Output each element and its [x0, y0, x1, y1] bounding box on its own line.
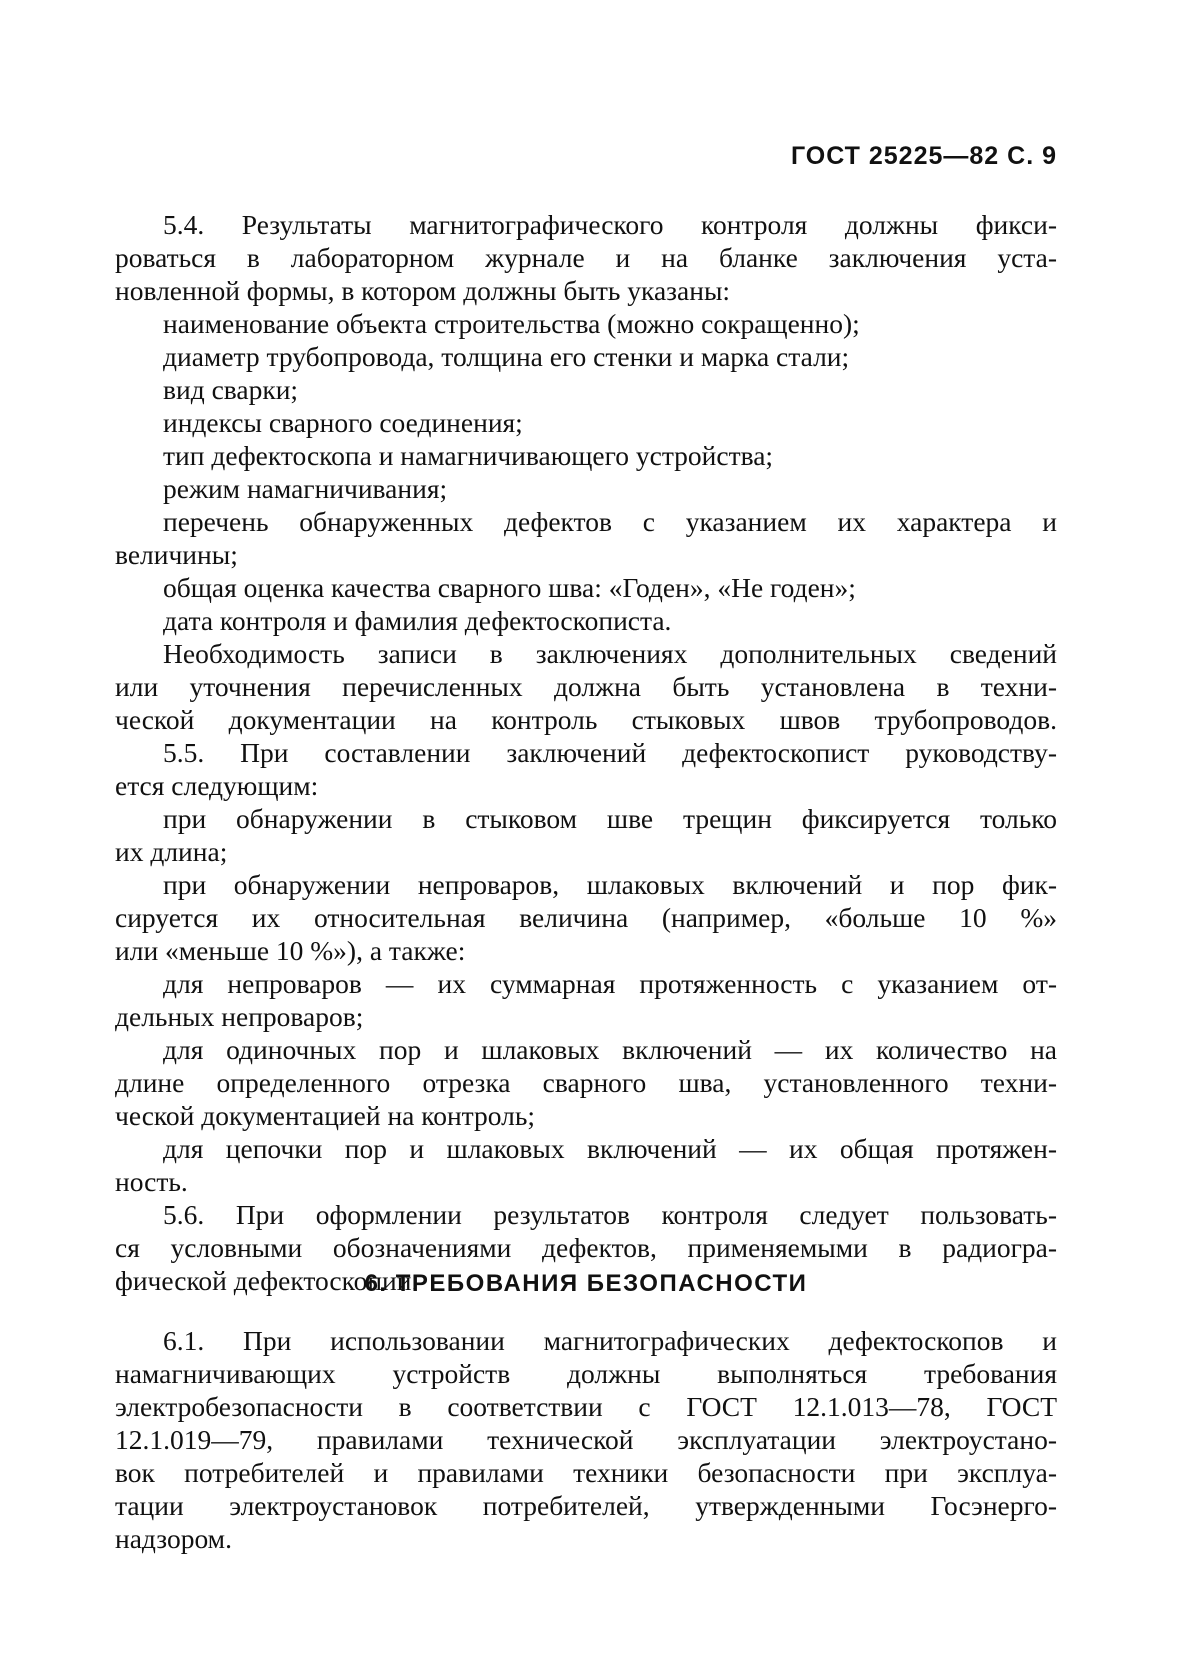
text-line: ческой документации на контроль стыковых швов трубопроводов. [115, 704, 1057, 735]
text-line: 6.1. При использовании магнитографических дефектоскопов и [163, 1325, 1057, 1356]
text-line: их длина; [115, 836, 228, 867]
text-line: перечень обнаруженных дефектов с указанием их характера и [163, 506, 1057, 537]
text-line: тации электроустановок потребителей, утвержденными Госэнерго- [115, 1490, 1057, 1521]
text-line: фической дефектоскопии. [115, 1265, 419, 1296]
section-5-text [115, 208, 1057, 1297]
text-line: 5.5. При составлении заключений дефектоскопист руководству- [163, 737, 1057, 768]
text-line: намагничивающих устройств должны выполняться требования [115, 1358, 1057, 1389]
text-line: 12.1.019—79, правилами технической эксплуатации электроустано- [115, 1424, 1057, 1455]
text-line: длине определенного отрезка сварного шва, установленного техни- [115, 1067, 1057, 1098]
section-6-text [115, 1324, 1057, 1555]
text-line: диаметр трубопровода, толщина его стенки и марка стали; [163, 341, 850, 372]
text-line: индексы сварного соединения; [163, 407, 523, 438]
text-line: надзором. [115, 1523, 232, 1554]
text-line: вок потребителей и правилами техники безопасности при эксплуа- [115, 1457, 1057, 1488]
text-line: при обнаружении в стыковом шве трещин фиксируется только [163, 803, 1057, 834]
text-line: ся условными обозначениями дефектов, применяемыми в радиогра- [115, 1232, 1057, 1263]
text-line: величины; [115, 539, 238, 570]
text-line: для цепочки пор и шлаковых включений — их общая протяжен- [163, 1133, 1057, 1164]
page-header: ГОСТ 25225—82 С. 9 [790, 142, 1057, 170]
text-line: ется следующим: [115, 770, 319, 801]
text-line: наименование объекта строительства (можно сокращенно); [163, 308, 860, 339]
text-line: режим намагничивания; [163, 473, 448, 504]
text-line: для непроваров — их суммарная протяженность с указанием от- [163, 968, 1057, 999]
text-line: электробезопасности в соответствии с ГОСТ 12.1.013—78, ГОСТ [115, 1391, 1057, 1422]
text-line: дельных непроваров; [115, 1001, 364, 1032]
text-line: для одиночных пор и шлаковых включений — их количество на [163, 1034, 1057, 1065]
text-line: 5.4. Результаты магнитографического контроля должны фикси- [163, 209, 1057, 240]
text-line: или «меньше 10 %»), а также: [115, 935, 466, 966]
text-line: дата контроля и фамилия дефектоскописта. [163, 605, 672, 636]
text-line: новленной формы, в котором должны быть указаны: [115, 275, 731, 306]
text-line: общая оценка качества сварного шва: «Годен», «Не годен»; [163, 572, 856, 603]
text-line: роваться в лабораторном журнале и на бланке заключения уста- [115, 242, 1057, 273]
text-line: ность. [115, 1166, 188, 1197]
text-line: при обнаружении непроваров, шлаковых включений и пор фик- [163, 869, 1057, 900]
text-line: сируется их относительная величина (например, «больше 10 %» [115, 902, 1057, 933]
text-line: или уточнения перечисленных должна быть установлена в техни- [115, 671, 1057, 702]
text-line: тип дефектоскопа и намагничивающего устройства; [163, 440, 774, 471]
text-line: вид сварки; [163, 374, 299, 405]
text-line: Необходимость записи в заключениях дополнительных сведений [163, 638, 1057, 669]
section-heading: 6. ТРЕБОВАНИЯ БЕЗОПАСНОСТИ [364, 1270, 808, 1297]
text-line: 5.6. При оформлении результатов контроля следует пользовать- [163, 1199, 1057, 1230]
text-line: ческой документацией на контроль; [115, 1100, 536, 1131]
